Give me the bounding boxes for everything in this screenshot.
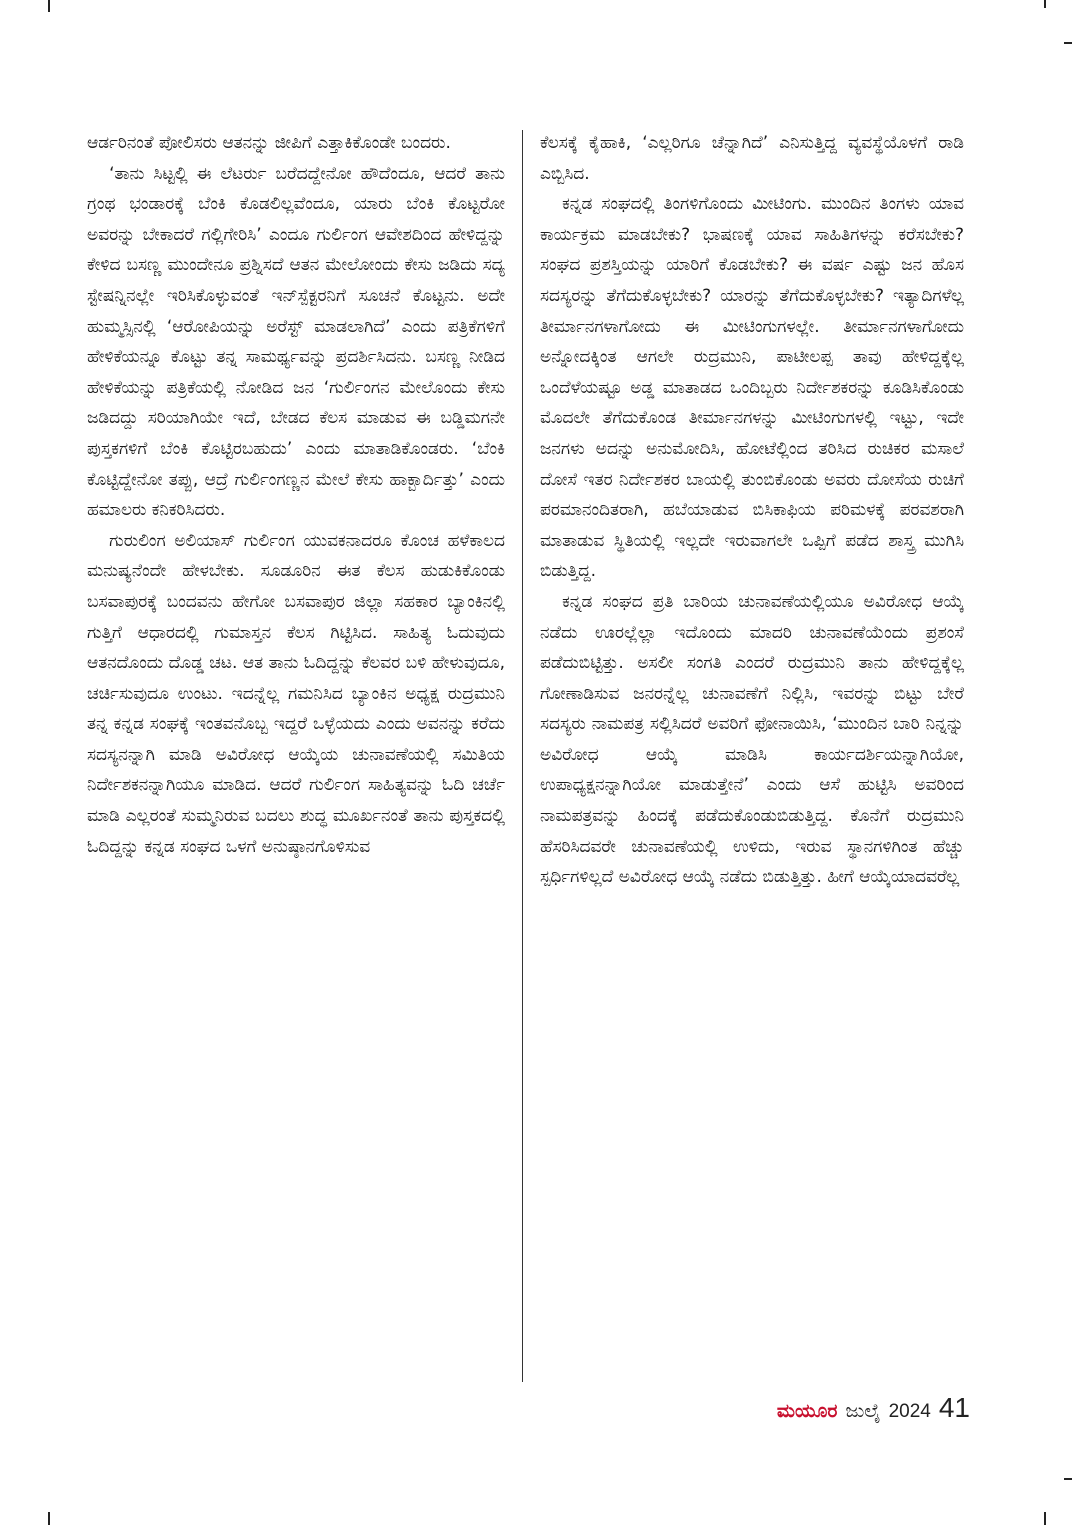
crop-mark-right-lower	[1064, 1478, 1072, 1480]
paragraph: ಕೆಲಸಕ್ಕೆ ಕೈಹಾಕಿ, ‘ಎಲ್ಲರಿಗೂ ಚೆನ್ನಾಗಿದೆ’ ಎನಿಸುತ್ತಿದ್ದ ವ್ಯವಸ್ಥೆಯೊಳಗೆ ರಾಡಿ ಎಬ್ಬಿಸಿದ.	[540, 133, 964, 184]
crop-mark-right-upper	[1064, 42, 1072, 44]
page-footer	[740, 1392, 970, 1432]
column-divider	[522, 130, 523, 1382]
crop-mark-bottom-left	[48, 1512, 50, 1525]
article-column-left	[87, 128, 505, 862]
crop-mark-top-left	[48, 0, 50, 12]
paragraph: ಆರ್ಡರಿನಂತೆ ಪೋಲಿಸರು ಆತನನ್ನು ಜೀಪಿಗೆ ಎತ್ತಾಕಿಕೊಂಡೇ ಬಂದರು.	[87, 133, 451, 153]
paragraph: ‘ತಾನು ಸಿಟ್ಟಲ್ಲಿ ಈ ಲೆಟರ್ರು ಬರೆದದ್ದೇನೋ ಹೌದೆಂದೂ, ಆದರೆ ತಾನು ಗ್ರಂಥ ಭಂಡಾರಕ್ಕೆ ಬೆಂಕಿ ಕೊಡಲಿಲ್ಲವೆಂದೂ, ಯಾರು ಬೆಂಕಿ ಕೊಟ್ಟರೋ ಅವರನ್ನು ಬೇಕಾದರೆ ಗಲ್ಲಿಗೇರಿಸಿ’ ಎಂದೂ ಗುರ್ಲಿಂಗ ಆವೇಶದಿಂದ ಹೇಳಿದ್ದನ್ನು ಕೇಳಿದ ಬಸಣ್ಣ ಮುಂದೇನೂ ಪ್ರಶ್ನಿಸದೆ ಆತನ ಮೇಲೋಂದು ಕೇಸು ಜಡಿದು ಸದ್ಯ ಸ್ಟೇಷನ್ನಿನಲ್ಲೇ ಇರಿಸಿಕೊಳ್ಳುವಂತೆ ಇನ್‌ಸ್ಪೆಕ್ಟರನಿಗೆ ಸೂಚನೆ ಕೊಟ್ಟನು. ಅದೇ ಹುಮ್ಮಸ್ಸಿನಲ್ಲಿ ‘ಆರೋಪಿಯನ್ನು ಅರೆಸ್ಟ್ ಮಾಡಲಾಗಿದೆ’ ಎಂದು ಪತ್ರಿಕೆಗಳಿಗೆ ಹೇಳಿಕೆಯನ್ನೂ ಕೊಟ್ಟು ತನ್ನ ಸಾಮರ್ಥ್ಯವನ್ನು ಪ್ರದರ್ಶಿಸಿದನು. ಬಸಣ್ಣ ನೀಡಿದ ಹೇಳಿಕೆಯನ್ನು ಪತ್ರಿಕೆಯಲ್ಲಿ ನೋಡಿದ ಜನ ‘ಗುರ್ಲಿಂಗನ ಮೇಲೊಂದು ಕೇಸು ಜಡಿದದ್ದು ಸರಿಯಾಗಿಯೇ ಇದೆ, ಬೇಡದ ಕೆಲಸ ಮಾಡುವ ಈ ಬಡ್ಡಿಮಗನೇ ಪುಸ್ತಕಗಳಿಗೆ ಬೆಂಕಿ ಕೊಟ್ಟಿರಬಹುದು’ ಎಂದು ಮಾತಾಡಿಕೊಂಡರು. ‘ಬೆಂಕಿ ಕೊಟ್ಟಿದ್ದೇನೋ ತಪ್ಪು, ಆದ್ರೆ ಗುರ್ಲಿಂಗಣ್ಣನ ಮೇಲೆ ಕೇಸು ಹಾಕ್ಬಾರ್ದಿತ್ತು’ ಎಂದು ಹಮಾಲರು ಕನಿಕರಿಸಿದರು.	[87, 163, 505, 521]
crop-mark-bottom-right	[1044, 1512, 1046, 1525]
magazine-brand: ಮಯೂರ	[776, 1400, 838, 1422]
article-column-right	[540, 128, 964, 893]
page-number: 41	[938, 1392, 970, 1423]
paragraph: ಗುರುಲಿಂಗ ಅಲಿಯಾಸ್ ಗುರ್ಲಿಂಗ ಯುವಕನಾದರೂ ಕೊಂಚ ಹಳೆಕಾಲದ ಮನುಷ್ಯನೆಂದೇ ಹೇಳಬೇಕು. ಸೂಡೂರಿನ ಈತ ಕೆಲಸ ಹುಡುಕಿಕೊಂಡು ಬಸವಾಪುರಕ್ಕೆ ಬಂದವನು ಹೇಗೋ ಬಸವಾಪುರ ಜಿಲ್ಲಾ ಸಹಕಾರ ಬ್ಯಾಂಕಿನಲ್ಲಿ ಗುತ್ತಿಗೆ ಆಧಾರದಲ್ಲಿ ಗುಮಾಸ್ತನ ಕೆಲಸ ಗಿಟ್ಟಿಸಿದ. ಸಾಹಿತ್ಯ ಓದುವುದು ಆತನದೊಂದು ದೊಡ್ಡ ಚಟ. ಆತ ತಾನು ಓದಿದ್ದನ್ನು ಕೆಲವರ ಬಳಿ ಹೇಳುವುದೂ, ಚರ್ಚಿಸುವುದೂ ಉಂಟು. ಇದನ್ನೆಲ್ಲ ಗಮನಿಸಿದ ಬ್ಯಾಂಕಿನ ಅಧ್ಯಕ್ಷ ರುದ್ರಮುನಿ ತನ್ನ ಕನ್ನಡ ಸಂಘಕ್ಕೆ ಇಂತವನೊಬ್ಬ ಇದ್ದರೆ ಒಳ್ಳೆಯದು ಎಂದು ಅವನನ್ನು ಕರೆದು ಸದಸ್ಯನನ್ನಾಗಿ ಮಾಡಿ ಅವಿರೋಧ ಆಯ್ಕೆಯ ಚುನಾವಣೆಯಲ್ಲಿ ಸಮಿತಿಯ ನಿರ್ದೇಶಕನನ್ನಾಗಿಯೂ ಮಾಡಿದ. ಆದರೆ ಗುರ್ಲಿಂಗ ಸಾಹಿತ್ಯವನ್ನು ಓದಿ ಚರ್ಚೆ ಮಾಡಿ ಎಲ್ಲರಂತೆ ಸುಮ್ಮನಿರುವ ಬದಲು ಶುದ್ಧ ಮೂರ್ಖನಂತೆ ತಾನು ಪುಸ್ತಕದಲ್ಲಿ ಓದಿದ್ದನ್ನು ಕನ್ನಡ ಸಂಘದ ಒಳಗೆ ಅನುಷ್ಠಾನಗೊಳಿಸುವ	[87, 530, 505, 857]
paragraph: ಕನ್ನಡ ಸಂಘದ ಪ್ರತಿ ಬಾರಿಯ ಚುನಾವಣೆಯಲ್ಲಿಯೂ ಅವಿರೋಧ ಆಯ್ಕೆ ನಡೆದು ಊರಲ್ಲೆಲ್ಲಾ ಇದೊಂದು ಮಾದರಿ ಚುನಾವಣೆಯೆಂದು ಪ್ರಶಂಸೆ ಪಡೆದುಬಿಟ್ಟಿತ್ತು. ಅಸಲೀ ಸಂಗತಿ ಎಂದರೆ ರುದ್ರಮುನಿ ತಾನು ಹೇಳಿದ್ದಕ್ಕೆಲ್ಲ ಗೋಣಾಡಿಸುವ ಜನರನ್ನೆಲ್ಲ ಚುನಾವಣೆಗೆ ನಿಲ್ಲಿಸಿ, ಇವರನ್ನು ಬಿಟ್ಟು ಬೇರೆ ಸದಸ್ಯರು ನಾಮಪತ್ರ ಸಲ್ಲಿಸಿದರೆ ಅವರಿಗೆ ಫೋನಾಯಿಸಿ, ‘ಮುಂದಿನ ಬಾರಿ ನಿನ್ನನ್ನು ಅವಿರೋಧ ಆಯ್ಕೆ ಮಾಡಿಸಿ ಕಾರ್ಯದರ್ಶಿಯನ್ನಾಗಿಯೋ, ಉಪಾಧ್ಯಕ್ಷನನ್ನಾಗಿಯೋ ಮಾಡುತ್ತೇನೆ’ ಎಂದು ಆಸೆ ಹುಟ್ಟಿಸಿ ಅವರಿಂದ ನಾಮಪತ್ರವನ್ನು ಹಿಂದಕ್ಕೆ ಪಡೆದುಕೊಂಡುಬಿಡುತ್ತಿದ್ದ. ಕೊನೆಗೆ ರುದ್ರಮುನಿ ಹೆಸರಿಸಿದವರೇ ಚುನಾವಣೆಯಲ್ಲಿ ಉಳಿದು, ಇರುವ ಸ್ಥಾನಗಳಿಗಿಂತ ಹೆಚ್ಚು ಸ್ಪರ್ಧಿಗಳಿಲ್ಲದೆ ಅವಿರೋಧ ಆಯ್ಕೆ ನಡೆದು ಬಿಡುತ್ತಿತ್ತು. ಹೀಗೆ ಆಯ್ಕೆಯಾದವರೆಲ್ಲ	[540, 591, 964, 888]
issue-year: 2024	[888, 1401, 931, 1422]
issue-month: ಜುಲೈ	[845, 1400, 881, 1422]
crop-mark-top-right	[1044, 0, 1046, 8]
paragraph: ಕನ್ನಡ ಸಂಘದಲ್ಲಿ ತಿಂಗಳಿಗೊಂದು ಮೀಟಿಂಗು. ಮುಂದಿನ ತಿಂಗಳು ಯಾವ ಕಾರ್ಯಕ್ರಮ ಮಾಡಬೇಕು? ಭಾಷಣಕ್ಕೆ ಯಾವ ಸಾಹಿತಿಗಳನ್ನು ಕರೆಸಬೇಕು? ಸಂಘದ ಪ್ರಶಸ್ತಿಯನ್ನು ಯಾರಿಗೆ ಕೊಡಬೇಕು? ಈ ವರ್ಷ ಎಷ್ಟು ಜನ ಹೊಸ ಸದಸ್ಯರನ್ನು ತೆಗೆದುಕೊಳ್ಳಬೇಕು? ಯಾರನ್ನು ತೆಗೆದುಕೊಳ್ಳಬೇಕು? ಇತ್ಯಾದಿಗಳೆಲ್ಲ ತೀರ್ಮಾನಗಳಾಗೋದು ಈ ಮೀಟಿಂಗುಗಳಲ್ಲೇ. ತೀರ್ಮಾನಗಳಾಗೋದು ಅನ್ನೋದಕ್ಕಿಂತ ಆಗಲೇ ರುದ್ರಮುನಿ, ಪಾಟೀಲಪ್ಪ ತಾವು ಹೇಳಿದ್ದಕ್ಕೆಲ್ಲ ಒಂದೆಳೆಯಷ್ಟೂ ಅಡ್ಡ ಮಾತಾಡದ ಒಂದಿಬ್ಬರು ನಿರ್ದೇಶಕರನ್ನು ಕೂಡಿಸಿಕೊಂಡು ಮೊದಲೇ ತೆಗೆದುಕೊಂಡ ತೀರ್ಮಾನಗಳನ್ನು ಮೀಟಿಂಗುಗಳಲ್ಲಿ ಇಟ್ಟು, ಇದೇ ಜನಗಳು ಅದನ್ನು ಅನುಮೋದಿಸಿ, ಹೋಟೆಲ್ಲಿಂದ ತರಿಸಿದ ರುಚಿಕರ ಮಸಾಲೆ ದೋಸೆ ಇತರ ನಿರ್ದೇಶಕರ ಬಾಯಲ್ಲಿ ತುಂಬಿಕೊಂಡು ಅವರು ದೋಸೆಯ ರುಚಿಗೆ ಪರಮಾನಂದಿತರಾಗಿ, ಹಬೆಯಾಡುವ ಬಿಸಿಕಾಫಿಯ ಪರಿಮಳಕ್ಕೆ ಪರವಶರಾಗಿ ಮಾತಾಡುವ ಸ್ಥಿತಿಯಲ್ಲಿ ಇಲ್ಲದೇ ಇರುವಾಗಲೇ ಒಪ್ಪಿಗೆ ಪಡೆದ ಶಾಸ್ತ್ರ ಮುಗಿಸಿ ಬಿಡುತ್ತಿದ್ದ.	[540, 194, 964, 582]
